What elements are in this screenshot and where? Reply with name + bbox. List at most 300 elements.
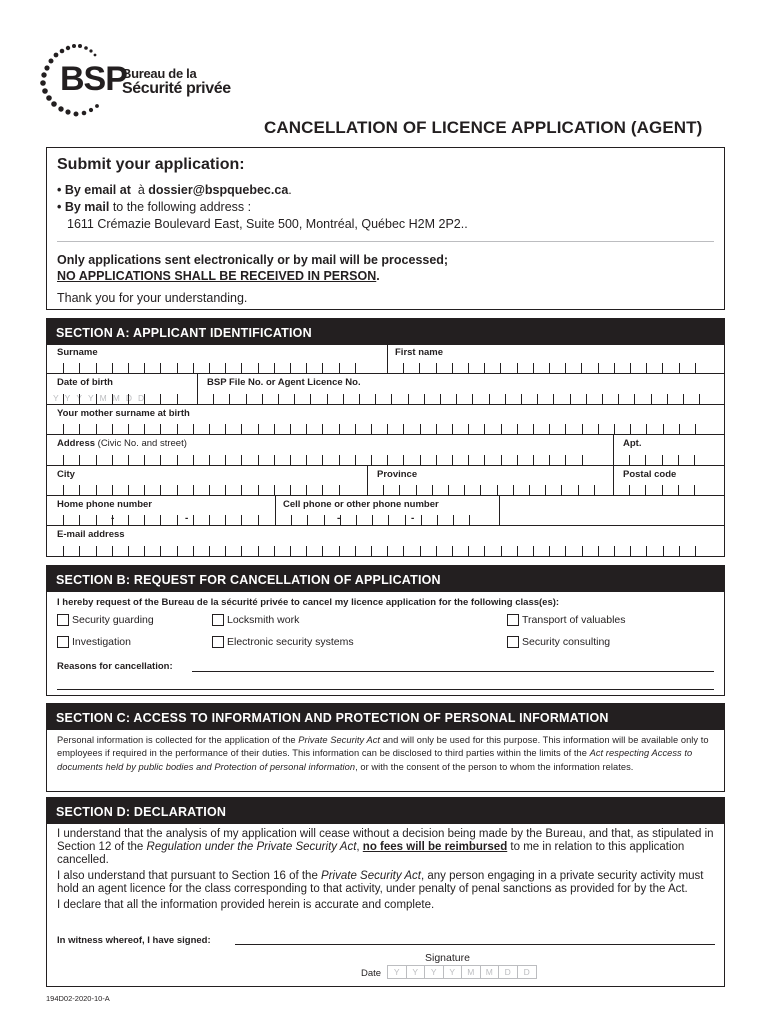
divider — [57, 241, 714, 242]
character-tick — [306, 546, 307, 556]
logo-name-line2: Sécurité privée — [122, 80, 231, 97]
character-tick — [79, 455, 80, 465]
checkbox-box[interactable] — [212, 614, 224, 626]
character-tick — [582, 546, 583, 556]
act-name: Private Security Act — [321, 870, 421, 882]
checkbox-box[interactable] — [507, 614, 519, 626]
character-tick — [505, 394, 506, 404]
character-tick — [667, 394, 668, 404]
character-tick — [602, 394, 603, 404]
class-investigation-checkbox[interactable] — [57, 636, 131, 648]
email-address-link[interactable]: dossier@bspquebec.ca — [148, 183, 289, 197]
character-tick — [432, 485, 433, 495]
character-tick — [322, 424, 323, 434]
city-row — [47, 466, 724, 496]
character-tick — [177, 363, 178, 373]
reasons-line-2[interactable] — [57, 689, 714, 690]
character-tick — [695, 363, 696, 373]
character-tick — [112, 546, 113, 556]
declaration-paragraph-3: I declare that all the information provided herein is accurate and complete. — [57, 899, 435, 911]
email-row — [47, 526, 724, 556]
no-in-person-text: NO APPLICATIONS SHALL BE RECEIVED IN PERSON — [57, 269, 377, 283]
character-tick — [96, 546, 97, 556]
character-tick — [456, 394, 457, 404]
checkbox-box[interactable] — [57, 636, 69, 648]
class-consulting-checkbox[interactable] — [507, 636, 610, 648]
phone-dash: - — [337, 513, 341, 525]
reasons-line-1[interactable] — [192, 671, 714, 672]
character-tick — [582, 455, 583, 465]
date-cell[interactable]: M — [462, 966, 481, 978]
character-tick — [79, 363, 80, 373]
character-tick — [453, 515, 454, 525]
character-tick — [403, 424, 404, 434]
character-tick — [521, 394, 522, 404]
character-tick — [63, 363, 64, 373]
character-tick — [694, 485, 695, 495]
signature-label: Signature — [425, 952, 470, 964]
character-tick — [327, 394, 328, 404]
character-tick — [513, 485, 514, 495]
character-tick — [533, 546, 534, 556]
character-tick — [339, 363, 340, 373]
character-tick — [290, 455, 291, 465]
character-tick — [614, 363, 615, 373]
character-tick — [420, 546, 421, 556]
character-tick — [614, 424, 615, 434]
character-tick — [209, 485, 210, 495]
character-tick — [258, 515, 259, 525]
mother-surname-row — [47, 405, 724, 435]
first-name-input[interactable] — [387, 363, 724, 373]
character-tick — [549, 546, 550, 556]
character-tick — [290, 485, 291, 495]
character-tick — [225, 455, 226, 465]
character-tick — [96, 363, 97, 373]
section-d-header: SECTION D: DECLARATION — [46, 797, 725, 824]
character-tick — [306, 363, 307, 373]
character-tick — [405, 515, 406, 525]
character-tick — [193, 424, 194, 434]
character-tick — [391, 394, 392, 404]
character-tick — [421, 515, 422, 525]
character-tick — [274, 485, 275, 495]
postal-code-input[interactable] — [613, 485, 724, 495]
character-tick — [549, 424, 550, 434]
character-tick — [581, 363, 582, 373]
character-tick — [371, 424, 372, 434]
class-locksmith-checkbox[interactable] — [212, 614, 299, 626]
section-c-text-3: , or with the consent of the person to whom the information relates. — [355, 761, 634, 772]
mail-address: 1611 Crémazie Boulevard East, Suite 500, Montréal, Québec H2M 2P2.. — [67, 217, 468, 231]
form-code: 194D02-2020-10-A — [46, 994, 110, 1003]
no-in-person-notice: NO APPLICATIONS SHALL BE RECEIVED IN PERSON. — [57, 269, 380, 283]
character-tick — [144, 394, 145, 404]
character-tick — [565, 363, 566, 373]
character-tick — [278, 394, 279, 404]
section-a-header: SECTION A: APPLICANT IDENTIFICATION — [46, 318, 725, 345]
section-c-text-1: Personal information is collected for the application of the — [57, 735, 299, 745]
character-tick — [399, 485, 400, 495]
character-tick — [371, 546, 372, 556]
character-tick — [436, 424, 437, 434]
character-tick — [322, 455, 323, 465]
character-tick — [424, 394, 425, 404]
checkbox-box[interactable] — [507, 636, 519, 648]
home-phone-label: Home phone number — [57, 498, 153, 510]
character-tick — [96, 455, 97, 465]
character-tick — [291, 515, 292, 525]
character-tick — [339, 455, 340, 465]
character-tick — [355, 424, 356, 434]
character-tick — [177, 455, 178, 465]
character-tick — [630, 546, 631, 556]
character-tick — [375, 394, 376, 404]
character-tick — [634, 394, 635, 404]
character-tick — [683, 394, 684, 404]
character-tick — [209, 546, 210, 556]
apt-label: Apt. — [623, 438, 642, 450]
character-tick — [258, 485, 259, 495]
date-cell[interactable]: D — [523, 967, 530, 977]
cell-phone-input[interactable] — [275, 515, 499, 525]
submit-instructions-box — [46, 147, 725, 310]
address-input[interactable] — [47, 455, 613, 465]
character-tick — [452, 455, 453, 465]
mail-prefix: • By mail — [57, 200, 110, 214]
province-label: Province — [377, 468, 418, 480]
character-tick — [343, 394, 344, 404]
character-tick — [694, 455, 695, 465]
submit-heading: Submit your application: — [57, 156, 245, 173]
character-tick — [678, 485, 679, 495]
character-tick — [387, 424, 388, 434]
declaration-paragraph-2 — [57, 870, 714, 896]
character-tick — [340, 515, 341, 525]
character-tick — [177, 546, 178, 556]
character-tick — [582, 424, 583, 434]
declaration-text: , any person engaging in a private security activity must hold an agent licence for the class corresponding to that activity, under penalty of penal sanctions as provided for by the Act. — [57, 870, 704, 895]
character-tick — [241, 424, 242, 434]
character-tick — [112, 515, 113, 525]
character-tick — [128, 363, 129, 373]
witness-label: In witness whereof, I have signed: — [57, 935, 211, 946]
character-tick — [144, 515, 145, 525]
character-tick — [383, 485, 384, 495]
date-cell[interactable]: M — [481, 966, 500, 978]
character-tick — [484, 424, 485, 434]
checkbox-label: Investigation — [72, 636, 131, 648]
character-tick — [448, 485, 449, 495]
character-tick — [436, 363, 437, 373]
character-tick — [695, 424, 696, 434]
phone-row — [47, 496, 724, 526]
address-label-text: Address — [57, 438, 96, 450]
character-tick — [79, 424, 80, 434]
character-tick — [662, 455, 663, 465]
character-tick — [209, 424, 210, 434]
character-tick — [160, 485, 161, 495]
character-tick — [598, 546, 599, 556]
address-label — [57, 438, 187, 449]
character-tick — [480, 485, 481, 495]
character-tick — [355, 546, 356, 556]
bsp-logo — [38, 42, 238, 122]
character-tick — [565, 424, 566, 434]
character-tick — [209, 515, 210, 525]
character-tick — [225, 546, 226, 556]
logo-name-line1: Bureau de la — [122, 66, 197, 81]
character-tick — [663, 546, 664, 556]
character-tick — [246, 394, 247, 404]
mail-line — [57, 199, 714, 216]
checkbox-label: Transport of valuables — [522, 614, 626, 626]
character-tick — [436, 455, 437, 465]
email-input[interactable] — [47, 546, 724, 556]
cell-phone-label: Cell phone or other phone number — [283, 498, 439, 510]
character-tick — [112, 485, 113, 495]
character-tick — [306, 424, 307, 434]
character-tick — [533, 363, 534, 373]
character-tick — [533, 455, 534, 465]
character-tick — [112, 394, 113, 404]
character-tick — [160, 546, 161, 556]
character-tick — [274, 546, 275, 556]
character-tick — [565, 546, 566, 556]
character-tick — [464, 485, 465, 495]
character-tick — [79, 485, 80, 495]
section-c-header: SECTION C: ACCESS TO INFORMATION AND PROTECTION OF PERSONAL INFORMATION — [46, 703, 725, 730]
dob-label: Date of birth — [57, 377, 113, 389]
character-tick — [695, 546, 696, 556]
character-tick — [469, 515, 470, 525]
character-tick — [549, 363, 550, 373]
character-tick — [437, 515, 438, 525]
character-tick — [388, 515, 389, 525]
character-tick — [160, 363, 161, 373]
character-tick — [371, 455, 372, 465]
character-tick — [549, 455, 550, 465]
character-tick — [500, 363, 501, 373]
character-tick — [501, 546, 502, 556]
phone-dash: - — [185, 513, 189, 525]
date-cell[interactable]: Y — [388, 966, 407, 978]
character-tick — [586, 394, 587, 404]
character-tick — [96, 485, 97, 495]
bsp-no-input[interactable] — [197, 394, 724, 404]
declaration-text: I understand that the analysis of my application will cease without a decision being made by the Bureau, and that, as stipulated in Section 12 of the — [57, 828, 714, 853]
character-tick — [679, 424, 680, 434]
character-tick — [144, 546, 145, 556]
character-tick — [128, 394, 129, 404]
declaration-text: , — [356, 841, 363, 853]
section-a-form — [46, 344, 725, 557]
checkbox-label: Locksmith work — [227, 614, 300, 626]
character-tick — [452, 363, 453, 373]
address-hint: (Civic No. and street) — [97, 438, 187, 450]
thanks-text: Thank you for your understanding. — [57, 291, 248, 305]
character-tick — [594, 485, 595, 495]
character-tick — [517, 363, 518, 373]
class-security-guarding-checkbox[interactable] — [57, 614, 154, 626]
character-tick — [290, 546, 291, 556]
character-tick — [517, 546, 518, 556]
character-tick — [356, 515, 357, 525]
declaration-text: I also understand that pursuant to Section 16 of the — [57, 870, 322, 882]
character-tick — [339, 546, 340, 556]
character-tick — [468, 424, 469, 434]
email-at: à — [137, 183, 145, 197]
character-tick — [177, 515, 178, 525]
character-tick — [553, 394, 554, 404]
character-tick — [355, 455, 356, 465]
checkbox-label: Security guarding — [72, 614, 154, 626]
character-tick — [322, 485, 323, 495]
declaration-text: to me in relation to this application cancelled. — [57, 841, 685, 866]
signature-line[interactable] — [235, 944, 715, 945]
email-line: • By email at à dossier@bspquebec.ca. — [57, 183, 292, 197]
character-tick — [225, 515, 226, 525]
character-tick — [578, 485, 579, 495]
character-tick — [570, 394, 571, 404]
character-tick — [193, 515, 194, 525]
date-cell[interactable]: Y — [407, 966, 426, 978]
date-cell[interactable]: Y — [444, 966, 463, 978]
date-input[interactable] — [387, 965, 537, 979]
date-cell[interactable]: D — [499, 966, 518, 978]
dob-input[interactable] — [47, 394, 197, 404]
character-tick — [258, 455, 259, 465]
character-tick — [420, 424, 421, 434]
home-phone-input[interactable] — [47, 515, 275, 525]
character-tick — [144, 424, 145, 434]
character-tick — [484, 546, 485, 556]
character-tick — [290, 424, 291, 434]
character-tick — [416, 485, 417, 495]
character-tick — [177, 394, 178, 404]
date-label: Date — [361, 968, 382, 979]
character-tick — [241, 455, 242, 465]
city-input[interactable] — [47, 485, 367, 495]
section-b-form — [46, 591, 725, 696]
character-tick — [144, 485, 145, 495]
character-tick — [561, 485, 562, 495]
character-tick — [160, 455, 161, 465]
checkbox-label: Security consulting — [522, 636, 611, 648]
character-tick — [614, 546, 615, 556]
character-tick — [565, 455, 566, 465]
character-tick — [517, 455, 518, 465]
declaration-paragraph-1 — [57, 828, 714, 867]
character-tick — [306, 455, 307, 465]
character-tick — [662, 363, 663, 373]
character-tick — [452, 424, 453, 434]
character-tick — [339, 424, 340, 434]
character-tick — [533, 424, 534, 434]
character-tick — [160, 424, 161, 434]
character-tick — [497, 485, 498, 495]
character-tick — [501, 424, 502, 434]
character-tick — [225, 424, 226, 434]
character-tick — [128, 424, 129, 434]
character-tick — [699, 394, 700, 404]
character-tick — [306, 485, 307, 495]
character-tick — [324, 515, 325, 525]
character-tick — [679, 546, 680, 556]
character-tick — [274, 363, 275, 373]
section-c-text — [46, 729, 725, 792]
character-tick — [629, 485, 630, 495]
character-tick — [229, 394, 230, 404]
class-transport-checkbox[interactable] — [507, 614, 626, 626]
first-name-label: First name — [395, 347, 444, 358]
character-tick — [63, 515, 64, 525]
character-tick — [128, 455, 129, 465]
character-tick — [322, 546, 323, 556]
character-tick — [310, 394, 311, 404]
email-label: E-mail address — [57, 529, 125, 541]
character-tick — [79, 546, 80, 556]
surname-input[interactable] — [47, 363, 387, 373]
class-electronic-checkbox[interactable] — [212, 636, 354, 648]
character-tick — [629, 455, 630, 465]
address-row — [47, 435, 724, 465]
character-tick — [408, 394, 409, 404]
character-tick — [598, 363, 599, 373]
character-tick — [144, 363, 145, 373]
character-tick — [484, 363, 485, 373]
character-tick — [112, 363, 113, 373]
character-tick — [241, 546, 242, 556]
character-tick — [646, 363, 647, 373]
character-tick — [225, 485, 226, 495]
character-tick — [274, 455, 275, 465]
character-tick — [537, 394, 538, 404]
character-tick — [630, 363, 631, 373]
character-tick — [387, 546, 388, 556]
character-tick — [290, 363, 291, 373]
character-tick — [193, 363, 194, 373]
character-tick — [372, 515, 373, 525]
character-tick — [645, 485, 646, 495]
character-tick — [160, 515, 161, 525]
character-tick — [112, 424, 113, 434]
character-tick — [339, 485, 340, 495]
checkbox-box[interactable] — [57, 614, 69, 626]
character-tick — [144, 455, 145, 465]
dob-placeholder: YYYYMMDD — [53, 392, 151, 403]
character-tick — [468, 363, 469, 373]
character-tick — [529, 485, 530, 495]
character-tick — [63, 424, 64, 434]
character-tick — [96, 394, 97, 404]
checkbox-box[interactable] — [212, 636, 224, 648]
character-tick — [646, 424, 647, 434]
character-tick — [258, 424, 259, 434]
mother-surname-input[interactable] — [47, 424, 724, 434]
character-tick — [651, 394, 652, 404]
character-tick — [63, 546, 64, 556]
date-cell[interactable]: Y — [425, 966, 444, 978]
character-tick — [662, 485, 663, 495]
province-input[interactable] — [367, 485, 613, 495]
character-tick — [294, 394, 295, 404]
character-tick — [355, 363, 356, 373]
apt-input[interactable] — [613, 455, 724, 465]
character-tick — [262, 394, 263, 404]
character-tick — [79, 515, 80, 525]
character-tick — [646, 546, 647, 556]
